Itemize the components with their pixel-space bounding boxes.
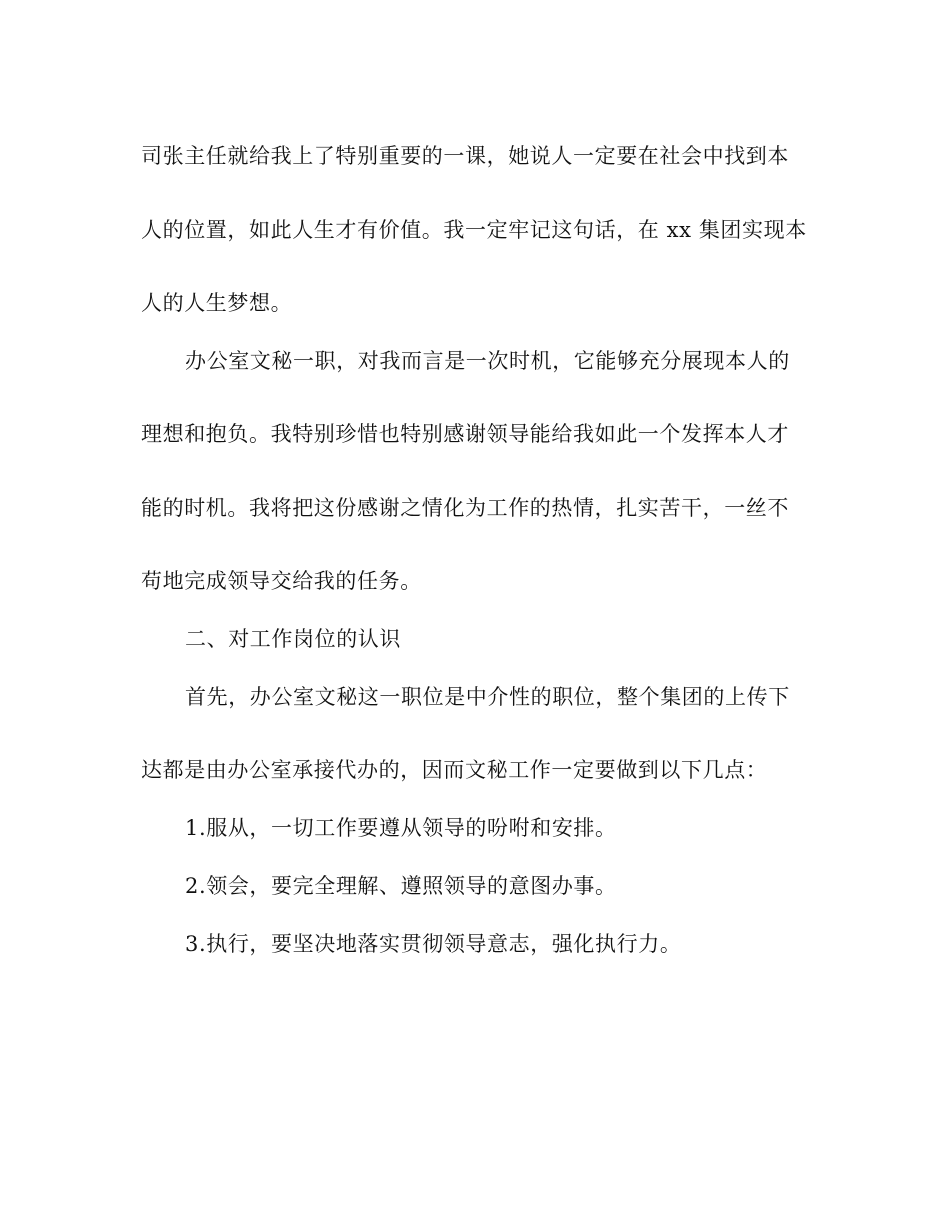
paragraph-line: 能的时机。我将把这份感谢之情化为工作的热情，扎实苦干，一丝不: [141, 496, 789, 520]
section-heading: 二、对工作岗位的认识: [185, 627, 401, 651]
list-item: 1.服从，一切工作要遵从领导的吩咐和安排。: [185, 816, 617, 840]
list-item: 2.领会，要完全理解、遵照领导的意图办事。: [185, 874, 617, 898]
paragraph-line: 司张主任就给我上了特别重要的一课，她说人一定要在社会中找到本: [141, 144, 789, 168]
paragraph-line: 达都是由办公室承接代办的，因而文秘工作一定要做到以下几点：: [141, 758, 768, 782]
paragraph-line: 人的人生梦想。: [141, 291, 293, 315]
list-item: 3.执行，要坚决地落实贯彻领导意志，强化执行力。: [185, 932, 682, 956]
paragraph-line: 首先，办公室文秘这一职位是中介性的职位，整个集团的上传下: [185, 685, 790, 709]
paragraph-line: 苟地完成领导交给我的任务。: [141, 569, 422, 593]
paragraph-line: 人的位置，如此人生才有价值。我一定牢记这句话，在 xx 集团实现本: [141, 218, 807, 242]
paragraph-line: 办公室文秘一职，对我而言是一次时机，它能够充分展现本人的: [185, 349, 790, 373]
paragraph-line: 理想和抱负。我特别珍惜也特别感谢领导能给我如此一个发挥本人才: [141, 422, 789, 446]
